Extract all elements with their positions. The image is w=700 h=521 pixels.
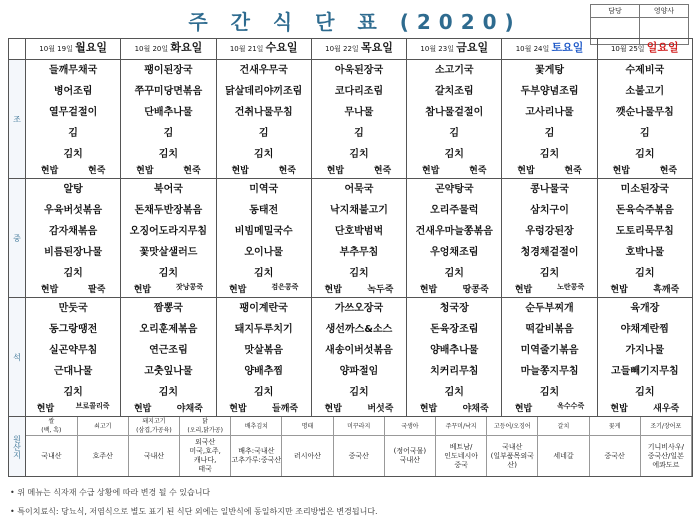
dish: 아욱된장국 [334,65,384,76]
menu-cell [26,179,120,297]
dish: 두부양념조림 [520,86,579,97]
rice: 현밥 [133,285,152,295]
porridge: 잣낭콩죽 [176,283,204,291]
origin-item-value: 중국산 [589,436,640,477]
menu-cell [312,60,406,178]
dish: 삼치구이 [530,205,569,216]
porridge: 현죽 [88,166,106,176]
dish: 콩나물국 [530,184,569,195]
dish: 참나물겉절이 [425,107,484,118]
dish: 닭살데리야끼조림 [225,86,303,97]
dish: 낙지채불고기 [330,205,388,216]
dish: 김 [258,128,269,139]
porridge: 들깨죽 [272,404,299,414]
porridge: 야채죽 [176,404,203,414]
menu-cell [407,179,501,297]
dish: 김치 [349,149,369,160]
menu-cell [217,298,311,416]
dish: 돈육장조림 [430,324,479,335]
origin-item-name: 명태 [282,417,333,436]
note-line: • 위 메뉴는 식자재 수급 상황에 따라 변경 될 수 있습니다 [10,488,211,497]
meal-label: 석 [9,298,26,417]
dish: 만둣국 [58,303,88,314]
origin-item-value: 세네갈 [538,436,589,477]
dish: 새송이버섯볶음 [325,345,393,356]
origin-table [26,417,692,476]
dish: 맛살볶음 [244,345,284,356]
rice: 현밥 [610,285,628,295]
dish: 미역줄기볶음 [520,345,579,356]
approval-label: 영양사 [640,5,689,18]
dish: 근대나물 [53,366,93,377]
dish: 알탕 [63,184,83,195]
porridge: 현죽 [183,166,201,176]
dish: 도토리묵무침 [615,226,674,237]
day-header [502,39,597,60]
dish: 어묵국 [344,184,374,195]
dish: 치커리무침 [430,366,479,377]
porridge: 현죽 [659,166,678,176]
dish: 양배추나물 [430,345,479,356]
origin-item-value: 러시아산 [282,436,333,477]
dish: 청경채겉절이 [520,247,579,258]
origin-item-name: 주꾸미/낙지 [436,417,487,436]
rice: 현밥 [419,404,438,414]
rice: 현밥 [36,404,55,414]
dish: 짬뽕국 [153,303,183,314]
origin-item-name: 쇠고기 [77,417,128,436]
rice: 현밥 [229,285,247,295]
menu-cell [26,60,120,178]
menu-cell [217,60,311,178]
dish: 김치 [254,149,274,160]
menu-cell [598,298,692,416]
dish: 동태전 [249,205,279,216]
dish: 순두부찌개 [525,303,574,314]
porridge: 옥수수죽 [557,402,585,410]
rice: 현밥 [229,404,247,414]
rice: 현밥 [419,285,438,295]
dish: 열무겉절이 [48,107,98,118]
dish: 호박나물 [625,247,665,258]
dish: 연근조림 [149,345,188,356]
dish: 떡갈비볶음 [525,324,574,335]
day-name: 수요일 [265,41,298,54]
dish: 김치 [444,268,464,279]
dish: 김치 [158,149,179,160]
porridge: 녹두죽 [367,285,394,295]
dish: 가쓰오장국 [334,303,384,314]
dish: 마늘쫑지무침 [520,366,579,377]
dish: 쭈꾸미당면볶음 [134,86,203,97]
rice: 현밥 [422,166,440,176]
dish: 꽃맛살샐러드 [139,247,198,258]
menu-cell [502,298,596,416]
dish: 소불고기 [625,86,665,97]
dish: 고들빼기지무침 [611,366,679,377]
page-title: 주 간 식 단 표 (2020) [188,10,522,34]
origin-label: 원산지 [12,434,22,459]
dish: 김치 [635,268,655,279]
origin-item-name: 꽃게 [589,417,640,436]
dish: 부추무침 [339,247,379,258]
dish: 북어국 [153,184,183,195]
menu-cell [407,298,501,416]
dish: 수제비국 [625,65,665,76]
porridge: 검은콩죽 [271,283,299,291]
dish: 김치 [444,149,464,160]
porridge: 현죽 [278,166,296,176]
dish: 김치 [539,149,560,160]
dish: 소고기국 [434,65,474,76]
rice: 현밥 [514,404,533,414]
porridge: 현죽 [373,166,392,176]
origin-item-value: 중국산 [333,436,384,477]
rice: 현밥 [612,166,630,176]
dish: 돈채두반장볶음 [134,205,203,216]
dish: 김치 [539,387,560,398]
dish: 김치 [444,387,464,398]
dish: 생선까스&소스 [325,324,393,335]
origin-item-name: 배추김치 [231,417,282,436]
origin-item-name: 고등어/오징어 [487,417,538,436]
dish: 고사리나물 [525,107,574,118]
dish: 양배추찜 [244,366,284,377]
day-date: 10월 22일 [325,45,359,53]
menu-cell [121,179,215,297]
menu-cell [217,179,311,297]
day-header [121,39,216,60]
note-line: • 특이치료식: 당뇨식, 저염식으로 별도 표기 된 식단 외에는 일반식에 동일하지만 조리방법은 변경됩니다. [10,507,378,516]
dish: 육개장 [630,303,660,314]
dish: 단호박범벅 [334,226,384,237]
dish: 김 [354,128,364,139]
dish: 오징어도라지무침 [129,226,208,237]
day-header [216,39,311,60]
dish: 감자채볶음 [48,226,98,237]
porridge: 현죽 [469,166,487,176]
dish: 곤약탕국 [434,184,474,195]
dish: 김치 [539,268,560,279]
dish: 우렁강된장 [525,226,574,237]
origin-item-name: 닭 (오리,닭가공) [180,417,231,436]
dish: 김치 [349,387,369,398]
origin-item-value: 국내산 [128,436,179,477]
rice: 현밥 [610,404,628,414]
dish: 김치 [63,149,83,160]
origin-item-value: 국내산 (일부품목외국산) [487,436,538,477]
dish: 청국장 [439,303,469,314]
dish: 가지나물 [625,345,665,356]
dish: 갈치조림 [434,86,474,97]
day-header [26,39,121,60]
dish: 김 [68,128,78,139]
dish: 동그랑땡전 [48,324,98,335]
porridge: 브로콜리죽 [75,402,110,410]
dish: 김치 [63,268,83,279]
dish: 고춧잎나물 [144,366,193,377]
rice: 현밥 [324,404,342,414]
day-date: 10월 23일 [420,45,454,53]
dish: 김치 [158,268,179,279]
menu-cell [121,60,215,178]
day-header [407,39,502,60]
dish: 오리주물럭 [430,205,479,216]
dish: 김치 [63,387,83,398]
dish: 김치 [349,268,369,279]
origin-item-value: 국내산 [26,436,77,477]
dish: 미소된장국 [620,184,669,195]
origin-item-value: 호주산 [77,436,128,477]
corner-cell [9,39,26,60]
menu-cell [598,60,692,178]
notes [10,483,378,521]
dish: 건새우무국 [239,65,288,76]
day-date: 10월 19일 [39,45,73,53]
dish: 비름된장나물 [44,247,103,258]
dish: 깻순나물무침 [615,107,674,118]
dish: 건취나물무침 [234,107,293,118]
dish: 비빔메밀국수 [234,226,293,237]
dish: 오리훈제볶음 [139,324,198,335]
origin-item-value: 베트남/ 인도네시아 중국 [436,436,487,477]
rice: 현밥 [136,166,154,176]
origin-item-name: 쌀 (백, 흑) [26,417,77,436]
dish: 김치 [254,387,274,398]
dish: 무나물 [344,107,374,118]
origin-item-name: 돼지고기 (삼겹,가공육) [128,417,179,436]
dish: 실곤약무침 [48,345,98,356]
origin-item-value: 기니비사우/ 중국산/일본 에콰도르 [640,436,691,477]
porridge: 팥죽 [88,285,106,295]
porridge: 야채죽 [462,404,489,414]
dish: 야채계란찜 [620,324,669,335]
rice: 현밥 [324,285,342,295]
dish: 병어조림 [53,86,93,97]
origin-item-value: 배추:국내산 고추가루:중국산 [231,436,282,477]
dish: 김치 [254,268,274,279]
origin-item-name: 미꾸라지 [333,417,384,436]
dish: 미역국 [249,184,279,195]
day-header [597,39,692,60]
day-date: 10월 20일 [134,45,169,53]
dish: 우엉채조림 [430,247,479,258]
dish: 건새우마늘쫑볶음 [415,226,493,237]
dish: 우육버섯볶음 [44,205,103,216]
dish: 팽이된장국 [144,65,193,76]
day-name: 목요일 [360,41,393,54]
day-date: 10월 21일 [229,45,264,53]
menu-cell [502,179,596,297]
porridge: 현죽 [564,166,582,176]
menu-cell [312,298,406,416]
menu-cell [598,179,692,297]
meal-label: 조 [9,60,26,179]
day-date: 10월 25일 [610,45,645,53]
rice: 현밥 [40,285,59,295]
dish: 오이나물 [244,247,284,258]
meal-label: 중 [9,179,26,298]
dish: 들깨무채국 [48,65,98,76]
origin-item-name: 갈치 [538,417,589,436]
day-name: 토요일 [551,41,584,54]
dish: 양파절임 [339,366,379,377]
dish: 김치 [635,149,655,160]
origin-item-name: 국생아 [384,417,435,436]
dish: 돼지두루치기 [234,324,293,335]
porridge: 새우죽 [653,404,680,414]
dish: 김치 [635,387,655,398]
day-name: 월요일 [75,41,107,54]
origin-item-name: 조기/장어포 [640,417,691,436]
dish: 돈육숙주볶음 [615,205,674,216]
rice: 현밥 [133,404,152,414]
menu-cell [26,298,120,416]
dish: 김치 [158,387,179,398]
rice: 현밥 [514,285,533,295]
origin-item-value: (정어국물) 국내산 [384,436,435,477]
approval-label: 담당 [591,5,640,18]
rice: 현밥 [517,166,535,176]
dish: 단배추나물 [144,107,193,118]
menu-cell [312,179,406,297]
menu-cell [502,60,596,178]
dish: 코다리조림 [334,86,384,97]
day-date: 10월 24일 [515,45,550,53]
origin-item-value: 외국산 미국,호주, 캐나다, 태국 [180,436,231,477]
dish: 김 [163,128,174,139]
day-name: 일요일 [646,41,679,54]
day-header [311,39,406,60]
rice: 현밥 [40,166,59,176]
porridge: 버섯죽 [367,404,394,414]
dish: 팽이계란국 [239,303,288,314]
porridge: 땅콩죽 [462,285,489,295]
menu-cell [407,60,501,178]
day-name: 금요일 [456,41,489,54]
rice: 현밥 [231,166,249,176]
day-name: 화요일 [170,41,203,54]
weekly-menu-table [8,38,693,477]
dish: 꽃게탕 [535,65,565,76]
dish: 김 [639,128,650,139]
rice: 현밥 [326,166,345,176]
porridge: 흑깨죽 [653,285,680,295]
dish: 김 [449,128,460,139]
menu-cell [121,298,215,416]
porridge: 노란콩죽 [557,283,585,291]
dish: 김 [544,128,555,139]
